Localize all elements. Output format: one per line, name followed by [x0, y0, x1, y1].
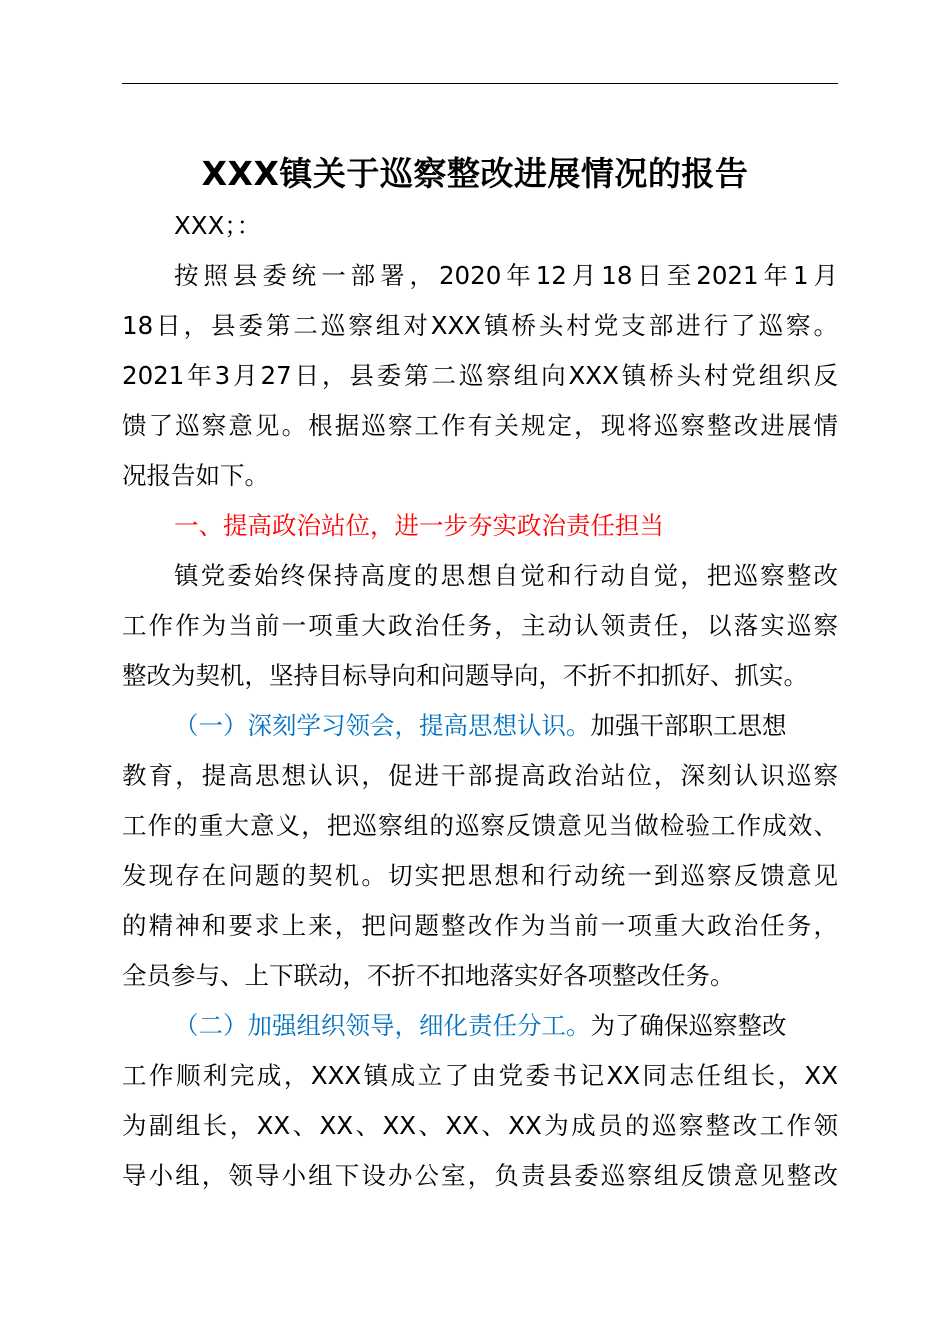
document-title: XXX镇关于巡察整改进展情况的报告: [201, 154, 749, 193]
paragraph-line: 整改为契机，坚持目标导向和问题导向，不折不扣抓好、抓实。: [122, 661, 808, 690]
paragraph-line: 工作作为当前一项重大政治任务，主动认领责任，以落实巡察: [122, 611, 838, 640]
paragraph-line: 全员参与、上下联动，不折不扣地落实好各项整改任务。: [122, 961, 735, 990]
paragraph-line: 发现存在问题的契机。切实把思想和行动统一到巡察反馈意见: [122, 861, 838, 890]
paragraph-line: 的精神和要求上来，把问题整改作为当前一项重大政治任务，: [122, 911, 838, 940]
document-body: [122, 201, 838, 1201]
subsection-first-line: [122, 1001, 838, 1051]
paragraph-line: 2021年3月27日，县委第二巡察组向XXX镇桥头村党组织反: [122, 361, 838, 390]
paragraph-line: 18日，县委第二巡察组对XXX镇桥头村党支部进行了巡察。: [122, 311, 838, 340]
paragraph-line: 为副组长，XX、XX、XX、XX、XX为成员的巡察整改工作领: [122, 1111, 838, 1140]
paragraph-line: 教育，提高思想认识，促进干部提高政治站位，深刻认识巡察: [122, 761, 838, 790]
paragraph-line: 馈了巡察意见。根据巡察工作有关规定，现将巡察整改进展情: [122, 411, 838, 440]
paragraph-text: 加强干部职工思想: [590, 711, 787, 740]
paragraph-line: 镇党委始终保持高度的思想自觉和行动自觉，把巡察整改: [174, 561, 838, 590]
paragraph-text: 为了确保巡察整改: [590, 1011, 787, 1040]
paragraph-line: 工作顺利完成，XXX镇成立了由党委书记XX同志任组长，XX: [122, 1061, 838, 1090]
subsection-heading: （一）深刻学习领会，提高思想认识。: [174, 711, 591, 740]
section-heading: 一、提高政治站位，进一步夯实政治责任担当: [174, 511, 664, 540]
subsection-first-line: [122, 701, 838, 751]
paragraph-line: 按照县委统一部署，2020年12月18日至2021年1月: [174, 261, 838, 290]
paragraph-line: 工作的重大意义，把巡察组的巡察反馈意见当做检验工作成效、: [122, 811, 838, 840]
paragraph-line: 况报告如下。: [122, 461, 269, 490]
subsection-heading: （二）加强组织领导，细化责任分工。: [174, 1011, 591, 1040]
paragraph-line: 导小组，领导小组下设办公室，负责县委巡察组反馈意见整改: [122, 1161, 838, 1190]
salutation: XXX；：: [174, 211, 262, 240]
header-rule: [122, 83, 838, 84]
